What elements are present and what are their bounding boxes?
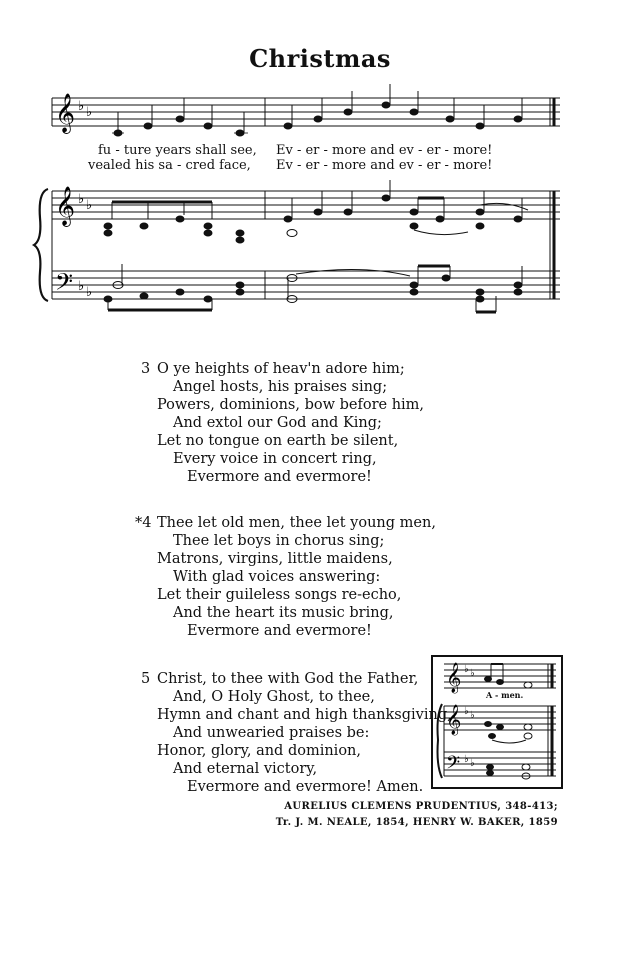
- note-head: [446, 116, 454, 122]
- stanza-3: [141, 360, 425, 486]
- stanza-line: Thee let boys in chorus sing;: [173, 533, 385, 549]
- stanza-line: Evermore and evermore!: [187, 469, 372, 485]
- stanza-line: Evermore and evermore!: [187, 623, 372, 639]
- note-head: [476, 123, 484, 129]
- flat-icon: ♭: [470, 668, 475, 679]
- stanza-5: [141, 670, 452, 796]
- stanza-4: [135, 514, 436, 640]
- note-head: [344, 109, 352, 115]
- flat-icon: ♭: [464, 706, 469, 717]
- stanza-line: O ye heights of heav'n adore him;: [157, 361, 405, 377]
- treble-clef-icon: 𝄞: [446, 663, 462, 693]
- lyric-line-1-part-1: fu - ture years shall see,: [98, 143, 257, 158]
- stanza-line: Honor, glory, and dominion,: [157, 743, 361, 759]
- amen-label: A - men.: [486, 690, 524, 700]
- stanza-line: Matrons, virgins, little maidens,: [157, 551, 393, 567]
- stanza-line: Evermore and evermore! Amen.: [187, 779, 424, 795]
- flat-icon: ♭: [464, 664, 469, 675]
- note-head: [314, 116, 322, 122]
- stanza-line: Hymn and chant and high thanksgiving,: [157, 707, 452, 723]
- treble-clef-icon: 𝄞: [446, 705, 462, 735]
- hymn-title: Christmas: [249, 44, 391, 73]
- flat-icon: ♭: [470, 758, 475, 769]
- flat-icon: ♭: [86, 198, 93, 213]
- lyric-line-2-part-2: Ev - er - more and ev - er - more!: [276, 158, 493, 173]
- lyric-line-2-part-1: vealed his sa - cred face,: [88, 158, 251, 173]
- bass-clef-icon: 𝄢: [446, 753, 461, 778]
- stanza-number: 3: [141, 361, 151, 377]
- author-credit: AURELIUS CLEMENS PRUDENTIUS, 348-413;: [284, 801, 558, 812]
- treble-clef-icon: 𝄞: [55, 186, 76, 226]
- flat-icon: ♭: [470, 710, 475, 721]
- stanza-line: Every voice in concert ring,: [173, 451, 377, 467]
- brace-icon: [34, 189, 48, 301]
- stanza-line: Let their guileless songs re-echo,: [157, 587, 402, 603]
- stanza-line: Powers, dominions, bow before him,: [157, 397, 425, 413]
- flat-icon: ♭: [78, 279, 85, 294]
- flat-icon: ♭: [86, 105, 93, 120]
- stanza-line: And the heart its music bring,: [173, 605, 394, 621]
- note-head: [514, 116, 522, 122]
- treble-clef-icon: 𝄞: [55, 93, 76, 133]
- flat-icon: ♭: [464, 754, 469, 765]
- melody-notes: [112, 84, 522, 136]
- flat-icon: ♭: [78, 192, 85, 207]
- note-head: [176, 116, 184, 122]
- note-head: [284, 123, 292, 129]
- note-head: [144, 123, 152, 129]
- note-head: [204, 123, 212, 129]
- stanza-number: *4: [135, 515, 152, 531]
- note-head: [410, 109, 418, 115]
- flat-icon: ♭: [86, 285, 93, 300]
- stanza-line: Thee let old men, thee let young men,: [157, 515, 436, 531]
- stanza-line: With glad voices answering:: [173, 569, 381, 585]
- stanza-line: Angel hosts, his praises sing;: [173, 379, 388, 395]
- bass-clef-icon: 𝄢: [55, 268, 74, 301]
- stanza-line: And, O Holy Ghost, to thee,: [173, 689, 375, 705]
- stanza-number: 5: [141, 671, 151, 687]
- translator-credit: Tr. J. M. NEALE, 1854, HENRY W. BAKER, 1859: [275, 817, 558, 828]
- lyric-line-1-part-2: Ev - er - more and ev - er - more!: [276, 143, 493, 158]
- stanza-line: And unwearied praises be:: [173, 725, 370, 741]
- stanza-line: And extol our God and King;: [173, 415, 382, 431]
- note-head: [382, 102, 390, 108]
- amen-notes: [485, 664, 533, 779]
- stanza-line: Let no tongue on earth be silent,: [157, 433, 399, 449]
- stanza-line: And eternal victory,: [173, 761, 318, 777]
- flat-icon: ♭: [78, 99, 85, 114]
- stanza-line: Christ, to thee with God the Father,: [157, 671, 419, 687]
